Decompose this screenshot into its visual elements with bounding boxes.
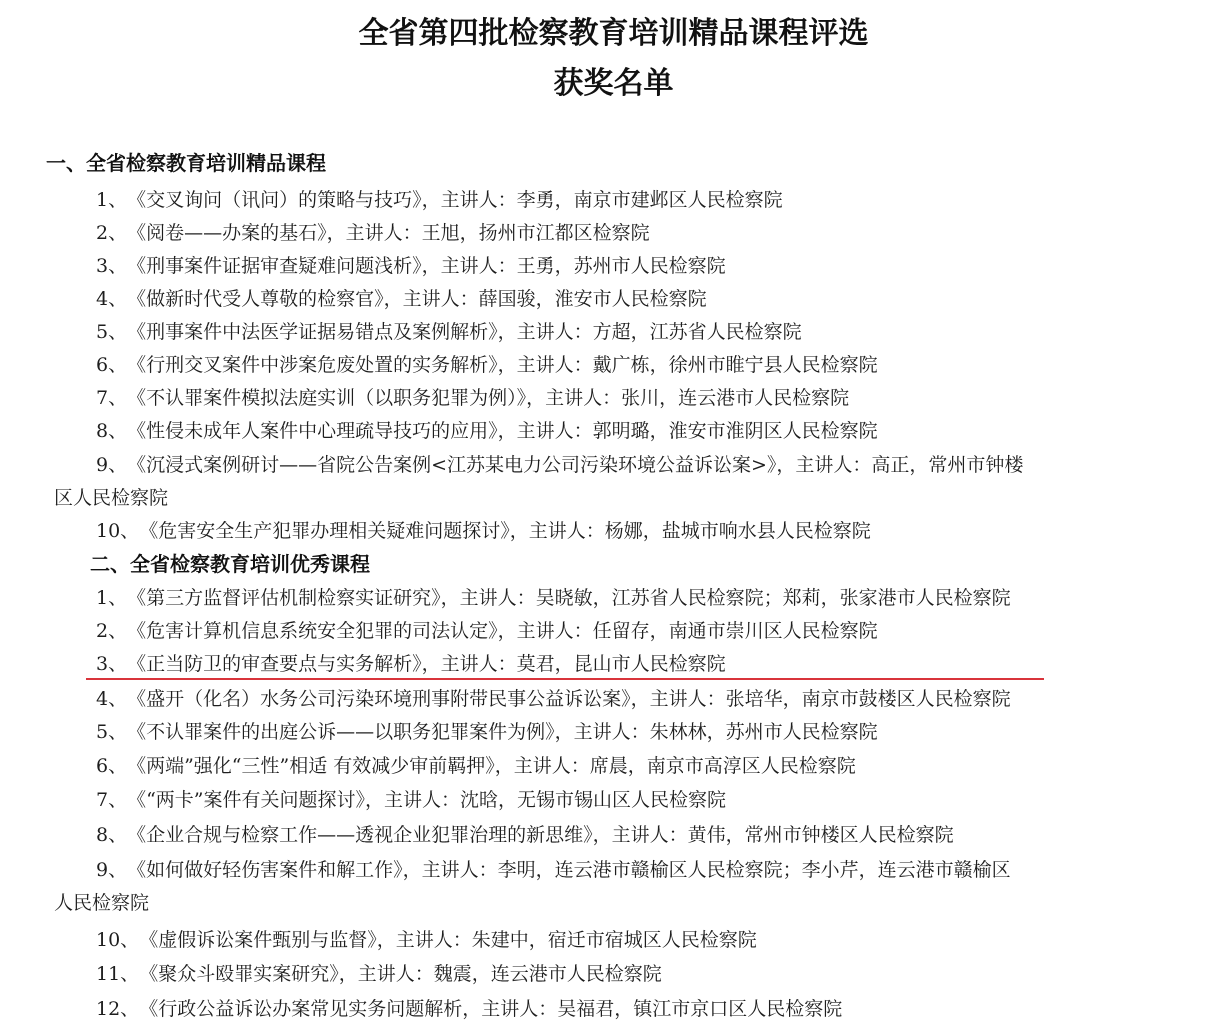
item-text: 《行政公益诉讼办案常见实务问题解析，主讲人：吴福君，镇江市京口区人民检察院	[139, 998, 843, 1020]
list-item	[96, 518, 871, 544]
list-item	[96, 618, 878, 644]
list-item-highlighted	[96, 651, 726, 677]
item-number: 6、	[96, 354, 128, 376]
highlight-underline	[86, 678, 1044, 680]
item-number: 3、	[96, 255, 128, 277]
list-item	[96, 585, 1011, 611]
item-number: 9、	[96, 454, 128, 476]
document-title: 全省第四批检察教育培训精品课程评选	[358, 16, 869, 51]
item-number: 6、	[96, 755, 128, 777]
item-number: 8、	[96, 420, 128, 442]
item-text: 《沉浸式案例研讨——省院公告案例<江苏某电力公司污染环境公益诉讼案>》，主讲人：高正，常州市钟楼	[127, 454, 1024, 476]
list-item	[96, 385, 849, 411]
item-number: 5、	[96, 321, 128, 343]
list-item	[96, 286, 707, 312]
list-item	[96, 753, 856, 779]
list-item	[96, 822, 954, 848]
item-text: 《危害安全生产犯罪办理相关疑难问题探讨》，主讲人：杨娜，盐城市响水县人民检察院	[139, 520, 871, 542]
item-text: 《行刑交叉案件中涉案危废处置的实务解析》，主讲人：戴广栋，徐州市睢宁县人民检察院	[127, 354, 878, 376]
list-item	[96, 452, 1023, 478]
item-number: 8、	[96, 824, 128, 846]
item-text: 《不认罪案件的出庭公诉——以职务犯罪案件为例》，主讲人：朱林林，苏州市人民检察院	[127, 721, 878, 743]
item-text: 《如何做好轻伤害案件和解工作》，主讲人：李明，连云港市赣榆区人民检察院；李小芹，连云港市赣榆区	[127, 859, 1011, 881]
list-item	[96, 352, 878, 378]
item-text: 《不认罪案件模拟法庭实训（以职务犯罪为例）》，主讲人：张川，连云港市人民检察院	[127, 387, 850, 409]
item-number: 7、	[96, 789, 128, 811]
list-item-continuation: 人民检察院	[54, 892, 150, 914]
item-text: 《刑事案件中法医学证据易错点及案例解析》，主讲人：方超，江苏省人民检察院	[127, 321, 802, 343]
list-item	[96, 857, 1011, 883]
item-text: 《盛开（化名）水务公司污染环境刑事附带民事公益诉讼案》，主讲人：张培华，南京市鼓楼区人民检察院	[127, 688, 1011, 710]
item-number: 2、	[96, 620, 128, 642]
item-text: 《正当防卫的审查要点与实务解析》，主讲人：莫君，昆山市人民检察院	[127, 653, 726, 675]
item-number: 1、	[96, 189, 128, 211]
item-number: 3、	[96, 653, 128, 675]
item-number: 5、	[96, 721, 128, 743]
item-number: 10、	[96, 929, 140, 951]
list-item	[96, 787, 726, 813]
item-number: 10、	[96, 520, 140, 542]
document-subtitle: 获奖名单	[553, 66, 674, 101]
item-text: 《危害计算机信息系统安全犯罪的司法认定》，主讲人：任留存，南通市崇川区人民检察院	[127, 620, 878, 642]
item-number: 4、	[96, 288, 128, 310]
item-number: 1、	[96, 587, 128, 609]
list-item-continuation: 区人民检察院	[54, 487, 169, 509]
list-item	[96, 719, 878, 745]
item-number: 11、	[96, 963, 140, 985]
item-text: 《第三方监督评估机制检察实证研究》，主讲人：吴晓敏，江苏省人民检察院；郑莉，张家港市人民检察院	[127, 587, 1011, 609]
item-number: 7、	[96, 387, 128, 409]
list-item	[96, 686, 1011, 712]
list-item	[96, 418, 878, 444]
item-text: 《企业合规与检察工作——透视企业犯罪治理的新思维》，主讲人：黄伟，常州市钟楼区人民检察院	[127, 824, 954, 846]
list-item	[96, 253, 726, 279]
list-item	[96, 220, 650, 246]
item-number: 2、	[96, 222, 128, 244]
item-text: 《聚众斗殴罪实案研究》，主讲人：魏震，连云港市人民检察院	[139, 963, 662, 985]
list-item	[96, 319, 802, 345]
item-text: 《交叉询问（讯问）的策略与技巧》，主讲人：李勇，南京市建邺区人民检察院	[127, 189, 783, 211]
list-item	[96, 187, 783, 213]
item-text: 《两端”强化“三性”相适 有效减少审前羁押》，主讲人：席晨，南京市高淳区人民检察院	[127, 755, 856, 777]
list-item	[96, 996, 842, 1022]
item-number: 4、	[96, 688, 128, 710]
item-number: 12、	[96, 998, 140, 1020]
list-item	[96, 961, 662, 987]
section-heading-outstanding-courses: 二、全省检察教育培训优秀课程	[90, 552, 370, 576]
item-text: 《“两卡”案件有关问题探讨》，主讲人：沈晗，无锡市锡山区人民检察院	[127, 789, 727, 811]
item-text: 《性侵未成年人案件中心理疏导技巧的应用》，主讲人：郭明璐，淮安市淮阴区人民检察院	[127, 420, 878, 442]
item-text: 《做新时代受人尊敬的检察官》，主讲人：薛国骏，淮安市人民检察院	[127, 288, 707, 310]
item-text: 《刑事案件证据审查疑难问题浅析》，主讲人：王勇，苏州市人民检察院	[127, 255, 726, 277]
section-heading-excellent-courses: 一、全省检察教育培训精品课程	[46, 151, 326, 175]
item-number: 9、	[96, 859, 128, 881]
item-text: 《阅卷——办案的基石》，主讲人：王旭，扬州市江都区检察院	[127, 222, 650, 244]
list-item	[96, 927, 757, 953]
item-text: 《虚假诉讼案件甄别与监督》，主讲人：朱建中，宿迁市宿城区人民检察院	[139, 929, 757, 951]
